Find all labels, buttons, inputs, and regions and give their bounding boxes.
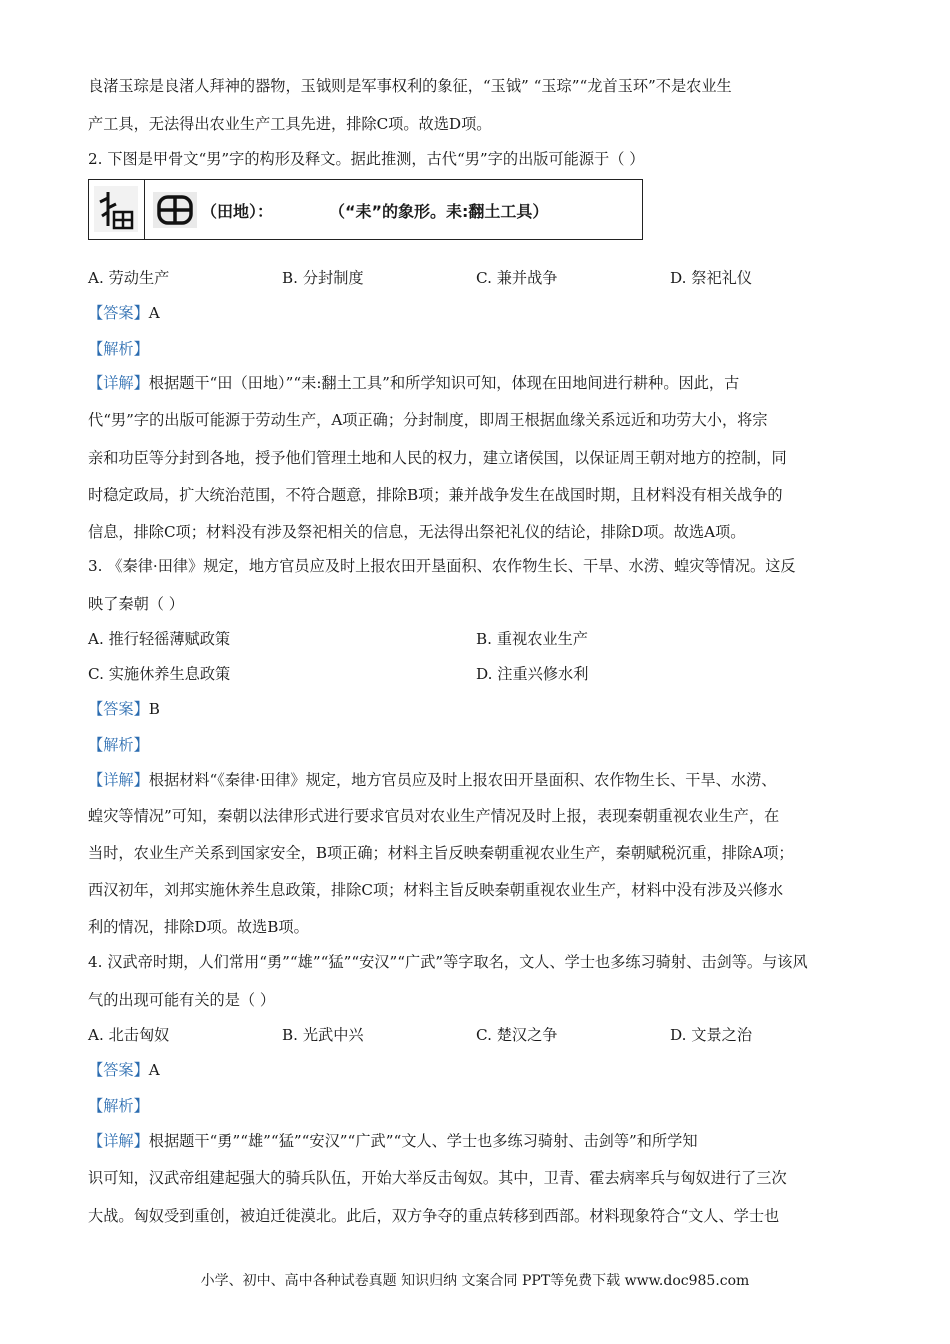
answer-tag: 【答案】 (88, 1061, 149, 1079)
q2-detail-line: 代“男”字的出版可能源于劳动生产，A项正确；分封制度，即周王根据血缘关系远近和功劳大小，将宗 (88, 411, 768, 429)
oracle-tian-glyph-icon (153, 192, 197, 228)
q2-option-c: C. 兼并战争 (476, 269, 558, 287)
q3-option-b: B. 重视农业生产 (476, 630, 588, 648)
page-footer: 小学、初中、高中各种试卷真题 知识归纳 文案合同 PPT等免费下载 www.doc985.com (200, 1273, 750, 1289)
q3-detail-line: 利的情况，排除D项。故选B项。 (88, 918, 309, 936)
q4-stem: 气的出现可能有关的是（ ） (88, 991, 276, 1009)
q3-stem: 映了秦朝（ ） (88, 595, 184, 613)
q4-answer (88, 1060, 160, 1080)
q4-option-a: A. 北击匈奴 (88, 1026, 170, 1044)
answer-value: A (148, 304, 160, 322)
answer-tag: 【答案】 (88, 700, 149, 718)
q2-detail-line (88, 373, 739, 393)
answer-value: B (148, 700, 160, 718)
q3-option-c: C. 实施休养生息政策 (88, 665, 231, 683)
q3-analysis-tag: 【解析】 (88, 736, 149, 754)
q2-option-a: A. 劳动生产 (88, 269, 170, 287)
q2-detail-line: 信息，排除C项；材料没有涉及祭祀相关的信息，无法得出祭祀礼仪的结论，排除D项。故选A项。 (88, 523, 746, 541)
answer-value: A (148, 1061, 160, 1079)
q3-detail-line: 当时，农业生产关系到国家安全，B项正确；材料主旨反映秦朝重视农业生产，秦朝赋税沉重，排除A项； (88, 844, 794, 862)
figure-left-caption: （田地）： (201, 202, 274, 221)
answer-tag: 【答案】 (88, 304, 149, 322)
q2-detail-line: 亲和功臣等分封到各地，授予他们管理土地和人民的权力，建立诸侯国，以保证周王朝对地方的控制，同 (88, 449, 787, 467)
q3-detail-line: 西汉初年，刘邦实施休养生息政策，排除C项；材料主旨反映秦朝重视农业生产，材料中没有涉及兴修水 (88, 881, 784, 899)
text-line: 良渚玉琮是良渚人拜神的器物，玉钺则是军事权利的象征，“玉钺” “玉琮”“龙首玉环”不是农业生 (88, 77, 732, 95)
q4-stem: 4. 汉武帝时期，人们常用“勇”“雄”“猛”“安汉”“广武”等字取名，文人、学士也多练习骑射、击剑等。与该风 (88, 953, 808, 971)
q4-option-d: D. 文景之治 (670, 1026, 753, 1044)
q2-option-b: B. 分封制度 (282, 269, 364, 287)
q3-option-d: D. 注重兴修水利 (476, 665, 589, 683)
q2-analysis-tag: 【解析】 (88, 340, 149, 358)
oracle-glyph-cell (89, 180, 145, 239)
q3-detail-line: 蝗灾等情况”可知，秦朝以法律形式进行要求官员对农业生产情况及时上报，表现秦朝重视农业生产，在 (88, 807, 780, 825)
q3-detail-line (88, 770, 776, 790)
question-2-stem: 2. 下图是甲骨文“男”字的构形及释文。据此推测，古代“男”字的出版可能源于（ ） (88, 150, 645, 168)
q3-stem: 3. 《秦律·田律》规定，地方官员应及时上报农田开垦面积、农作物生长、干旱、水涝、蝗灾等情况。这反 (88, 557, 796, 575)
q2-option-d: D. 祭祀礼仪 (670, 269, 753, 287)
oracle-nan-glyph-icon (94, 186, 138, 232)
q4-option-b: B. 光武中兴 (282, 1026, 364, 1044)
detail-text: 根据题干“勇”“雄”“猛”“安汉”“广武”“文人、学士也多练习骑射、击剑等”和所学知 (148, 1132, 698, 1150)
q4-option-c: C. 楚汉之争 (476, 1026, 558, 1044)
q3-option-a: A. 推行轻徭薄赋政策 (88, 630, 231, 648)
q3-answer (88, 699, 160, 719)
figure-right-caption: （“耒”的象形。耒:翻土工具） (329, 202, 549, 221)
q4-detail-line (88, 1131, 698, 1151)
detail-text: 根据材料“《秦律·田律》规定，地方官员应及时上报农田开垦面积、农作物生长、干旱、水涝、 (148, 771, 777, 789)
detail-tag: 【详解】 (88, 1132, 149, 1150)
oracle-bone-figure (88, 179, 643, 240)
detail-tag: 【详解】 (88, 771, 149, 789)
q2-answer (88, 303, 160, 323)
text-line: 产工具，无法得出农业生产工具先进，排除C项。故选D项。 (88, 115, 492, 133)
q2-detail-line: 时稳定政局，扩大统治范围，不符合题意，排除B项；兼并战争发生在战国时期，且材料没有相关战争的 (88, 486, 783, 504)
detail-tag: 【详解】 (88, 374, 149, 392)
detail-text: 根据题干“田（田地）”“耒:翻土工具”和所学知识可知，体现在田地间进行耕种。因此，古 (148, 374, 740, 392)
q4-detail-line: 大战。匈奴受到重创，被迫迁徙漠北。此后，双方争夺的重点转移到西部。材料现象符合“文人、学士也 (88, 1207, 780, 1225)
q4-detail-line: 识可知，汉武帝组建起强大的骑兵队伍，开始大举反击匈奴。其中，卫青、霍去病率兵与匈奴进行了三次 (88, 1169, 787, 1187)
q4-analysis-tag: 【解析】 (88, 1097, 149, 1115)
